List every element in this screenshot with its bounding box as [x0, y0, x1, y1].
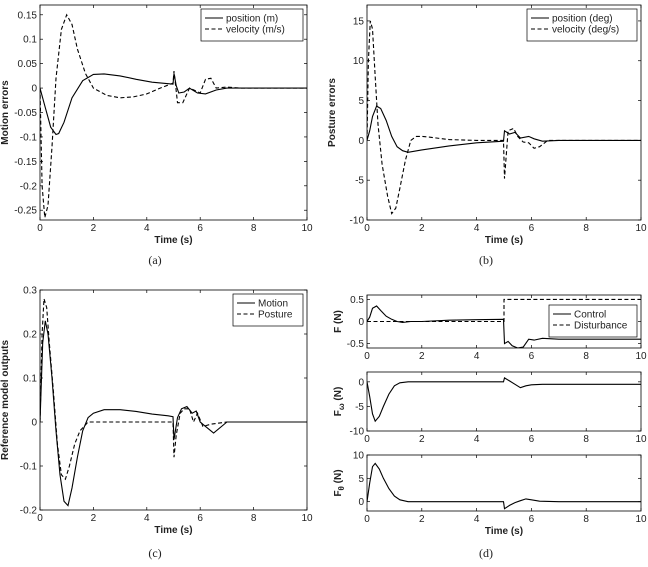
chart-panel-d3: [333, 451, 647, 561]
y-tick-label: -5: [355, 175, 364, 187]
x-tick-label: 4: [473, 514, 480, 525]
x-tick-label: 0: [364, 351, 370, 362]
x-tick-label: 6: [528, 223, 535, 234]
y-tick-label: -0.25: [14, 205, 37, 217]
x-tick-label: 0: [364, 223, 370, 234]
x-tick-label: 8: [250, 513, 257, 524]
x-tick-label: 0: [37, 513, 43, 524]
x-tick-label: 6: [528, 434, 535, 445]
x-axis-label: Time (s): [154, 525, 193, 536]
x-tick-label: 10: [635, 434, 647, 445]
legend-d1: [549, 305, 637, 337]
x-tick-label: 10: [635, 351, 647, 362]
x-tick-label: 6: [197, 223, 203, 234]
y-tick-label: -10: [349, 426, 364, 438]
panel-caption-a: (a): [148, 253, 162, 267]
y-axis-label-main: F: [333, 410, 344, 417]
x-tick-label: 2: [90, 513, 97, 524]
y-tick-label: -0.5: [346, 339, 364, 351]
legend-b: [527, 9, 637, 41]
x-tick-label: 10: [301, 513, 313, 524]
x-tick-label: 2: [419, 351, 425, 362]
x-tick-label: 8: [583, 223, 589, 234]
chart-panel-d1: [333, 295, 647, 362]
legend-a: [201, 9, 303, 41]
y-tick-label: 0: [358, 497, 364, 509]
legend-entry: position (deg): [552, 13, 613, 25]
x-tick-label: 6: [528, 351, 535, 362]
chart-panel-c: [0, 286, 313, 561]
x-tick-label: 4: [473, 351, 480, 362]
y-axis-label: [333, 469, 346, 496]
y-tick-label: -0.2: [19, 505, 37, 517]
y-tick-label: -0.1: [19, 461, 37, 473]
chart-panel-d2: [333, 372, 647, 445]
legend-entry: Motion: [258, 298, 289, 310]
panel-caption-d3: (d): [479, 546, 493, 560]
x-tick-label: 8: [583, 514, 589, 525]
y-tick-label: 10: [352, 56, 364, 68]
x-axis-label: Time (s): [484, 526, 524, 537]
y-tick-label: 15: [352, 16, 364, 28]
y-tick-label: -0.05: [14, 108, 37, 119]
x-tick-label: 10: [301, 223, 313, 234]
y-tick-label: 0.1: [23, 34, 37, 46]
y-axis-label: Reference model outputs: [0, 339, 11, 461]
legend-entry: Disturbance: [574, 320, 628, 332]
y-axis-label-unit: (N): [333, 469, 344, 487]
x-tick-label: 10: [635, 223, 647, 234]
legend-entry: velocity (m/s): [226, 24, 285, 36]
x-tick-label: 6: [528, 514, 535, 525]
y-tick-label: 0.15: [17, 10, 37, 22]
y-tick-label: 0.1: [23, 373, 37, 385]
x-tick-label: 6: [197, 513, 203, 524]
x-tick-label: 2: [90, 223, 97, 234]
legend-entry: velocity (deg/s): [552, 24, 620, 36]
x-axis-label: Time (s): [154, 235, 193, 246]
x-tick-label: 10: [635, 514, 647, 525]
chart-panel-b: [327, 5, 647, 267]
x-tick-label: 0: [37, 223, 43, 234]
y-tick-label: -0.1: [19, 132, 37, 144]
x-tick-label: 4: [473, 434, 480, 445]
y-axis-label-sub: ω: [337, 403, 346, 411]
y-tick-label: -0.15: [14, 156, 37, 168]
y-tick-label: 0: [358, 377, 364, 389]
y-tick-label: 0.2: [23, 329, 37, 341]
y-axis-label-main: F: [333, 490, 344, 497]
y-tick-label: -5: [355, 401, 364, 413]
y-tick-label: 0: [358, 135, 364, 147]
x-tick-label: 4: [473, 223, 480, 234]
x-tick-label: 0: [364, 434, 370, 445]
y-tick-label: 0.3: [23, 285, 37, 297]
y-tick-label: 5: [358, 473, 364, 485]
x-tick-label: 4: [144, 513, 150, 524]
y-axis-label: F (N): [333, 310, 344, 333]
x-tick-label: 8: [583, 351, 589, 362]
legend-entry: Posture: [258, 309, 293, 321]
y-tick-label: 5: [358, 96, 364, 108]
y-tick-label: 0: [358, 317, 364, 328]
y-tick-label: 10: [352, 450, 364, 462]
y-tick-label: 0: [31, 417, 37, 429]
y-axis-label: Posture errors: [327, 78, 338, 147]
y-tick-label: 0: [31, 83, 37, 95]
y-tick-label: -0.2: [19, 181, 37, 193]
panel-caption-b: (b): [479, 253, 493, 267]
legend-entry: position (m): [226, 13, 279, 25]
chart-panel-a: [0, 5, 313, 267]
x-tick-label: 2: [419, 223, 425, 234]
y-axis-label: [333, 387, 346, 417]
legend-c: [233, 294, 303, 326]
x-tick-label: 8: [250, 223, 257, 234]
x-tick-label: 4: [144, 223, 150, 234]
x-axis-label: Time (s): [484, 235, 524, 246]
x-tick-label: 0: [364, 514, 370, 525]
x-tick-label: 8: [583, 434, 589, 445]
panel-caption-c: (c): [148, 546, 162, 560]
y-tick-label: -10: [349, 215, 364, 227]
x-tick-label: 2: [419, 514, 425, 525]
y-tick-label: 0.5: [350, 294, 364, 306]
legend-entry: Control: [574, 309, 607, 321]
y-axis-label-sub: θ: [337, 486, 346, 491]
y-axis-label-unit: (N): [333, 386, 344, 404]
y-axis-label: Motion errors: [0, 80, 11, 145]
x-tick-label: 2: [419, 434, 425, 445]
y-tick-label: 0.05: [17, 59, 37, 71]
